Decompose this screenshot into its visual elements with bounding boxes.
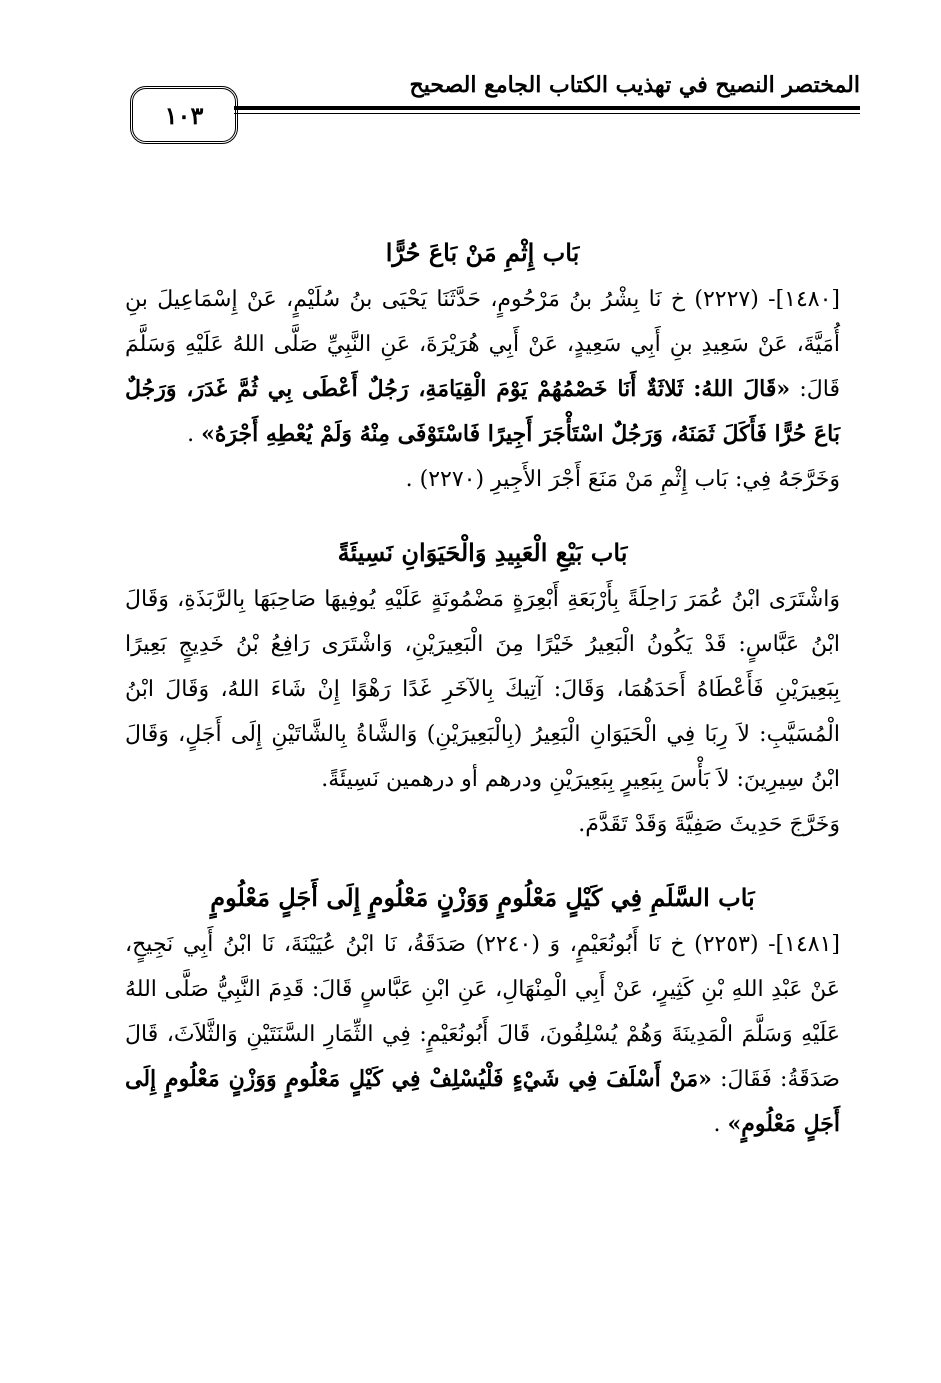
page-body	[125, 230, 840, 1147]
hadith-1481-isnad: [١٤٨١]- (٢٢٥٣) خ نَا أَبُونُعَيْمٍ، وَ (٢٢٤٠) صَدَقَةُ، نَا ابْنُ عُيَيْنَةَ، نَا ابْنُ أَبِي نَجِيحٍ، عَنْ عَبْدِ اللهِ بْنِ كَثِيرٍ، عَنْ أَبِي الْمِنْهَالِ، عَنِ ابْنِ عَبَّاسٍ قَالَ: قَدِمَ النَّبِيُّ صَلَّى اللهُ عَلَيْهِ وَسَلَّمَ الْمَدِينَةَ وَهُمْ يُسْلِفُونَ، قَالَ أَبُونُعَيْمٍ: فِي الثِّمَارِ السَّنَتَيْنِ وَالثَّلاَثَ، قَالَ صَدَقَةُ: فَقَالَ:	[125, 932, 841, 1092]
chapter-heading-1: بَاب إِثْمِ مَنْ بَاعَ حُرًّا	[385, 238, 580, 267]
hadith-1481-matn: «مَنْ أَسْلَفَ فِي شَيْءٍ فَلْيُسْلِفْ فِي كَيْلٍ مَعْلُومٍ وَوَزْنٍ مَعْلُومٍ إِلَى أَجَلٍ مَعْلُومٍ»	[125, 1066, 840, 1137]
takhrij-1480: وَخَرَّجَهُ فِي: بَاب إِثْمِ مَنْ مَنَعَ أَجْرَ الأَجِيرِ (٢٢٧٠) .	[405, 467, 840, 492]
hadith-1480-isnad: [١٤٨٠]- (٢٢٢٧) خ نَا بِشْرُ بنُ مَرْحُومٍ، حَدَّثَنَا يَحْيَى بنُ سُلَيْمٍ، عَنْ إِسْمَاعِيلَ بنِ أُمَيَّةَ، عَنْ سَعِيدِ بنِ أَبِي سَعِيدٍ، عَنْ أَبِي هُرَيْرَةَ، عَنِ النَّبِيِّ صَلَّى اللهُ عَلَيْهِ وَسَلَّمَ قَالَ:	[125, 287, 841, 402]
section-gap	[125, 847, 840, 875]
header-rule	[234, 106, 860, 114]
hadith-1480-matn: «قَالَ اللهُ: ثَلاثَةٌ أَنَا خَصْمُهُمْ يَوْمَ الْقِيَامَةِ، رَجُلٌ أَعْطَى بِي ثُمَّ غَدَرَ، وَرَجُلٌ بَاعَ حُرًّا فَأَكَلَ ثَمَنَهُ، وَرَجُلٌ اسْتَأْجَرَ أَجِيرًا فَاسْتَوْفَى مِنْهُ وَلَمْ يُعْطِهِ أَجْرَهُ»	[125, 376, 840, 447]
page-number: ١٠٣	[164, 100, 204, 130]
hadith-1480	[125, 277, 840, 457]
chapter-2-body: وَاشْتَرَى ابْنُ عُمَرَ رَاحِلَةً بِأَرْبَعَةِ أَبْعِرَةٍ مَضْمُونَةٍ عَلَيْهِ يُوفِيهَا صَاحِبَهَا بِالرَّبَذَةِ، وَقَالَ ابْنُ عَبَّاسٍ: قَدْ يَكُونُ الْبَعِيرُ خَيْرًا مِنَ الْبَعِيرَيْنِ، وَاشْتَرَى رَافِعُ بْنُ خَدِيجٍ بَعِيرًا بِبَعِيرَيْنِ فَأَعْطَاهُ أَحَدَهُمَا، وَقَالَ: آتِيكَ بِالآخَرِ غَدًا رَهْوًا إِنْ شَاءَ اللهُ، وَقَالَ ابْنُ الْمُسَيَّبِ: لاَ رِبَا فِي الْحَيَوَانِ الْبَعِيرُ (بِالْبَعِيرَيْنِ) وَالشَّاةُ بِالشَّاتَيْنِ إِلَى أَجَلٍ، وَقَالَ ابْنُ سِيرِينَ: لاَ بَأْسَ بِبَعِيرٍ بِبَعِيرَيْنِ ودرهم أو درهمين نَسِيئَةً.	[125, 587, 840, 792]
page-number-box	[130, 86, 238, 144]
chapter-heading-2: بَاب بَيْعِ الْعَبِيدِ وَالْحَيَوَانِ نَسِيئَةً	[337, 538, 628, 567]
page-header	[130, 72, 860, 148]
takhrij-chapter-2: وَخَرَّجَ حَدِيثَ صَفِيَّةَ وَقَدْ تَقَدَّمَ.	[578, 812, 840, 837]
section-gap	[125, 502, 840, 530]
chapter-heading-3: بَاب السَّلَمِ فِي كَيْلٍ مَعْلُومٍ وَوَزْنٍ مَعْلُومٍ إِلَى أَجَلٍ مَعْلُومٍ	[210, 883, 755, 912]
hadith-1481	[125, 922, 840, 1147]
running-title: المختصر النصيح في تهذيب الكتاب الجامع الصحيح	[409, 72, 860, 98]
hadith-1481-end: .	[713, 1112, 728, 1137]
hadith-1480-end: .	[187, 422, 202, 447]
